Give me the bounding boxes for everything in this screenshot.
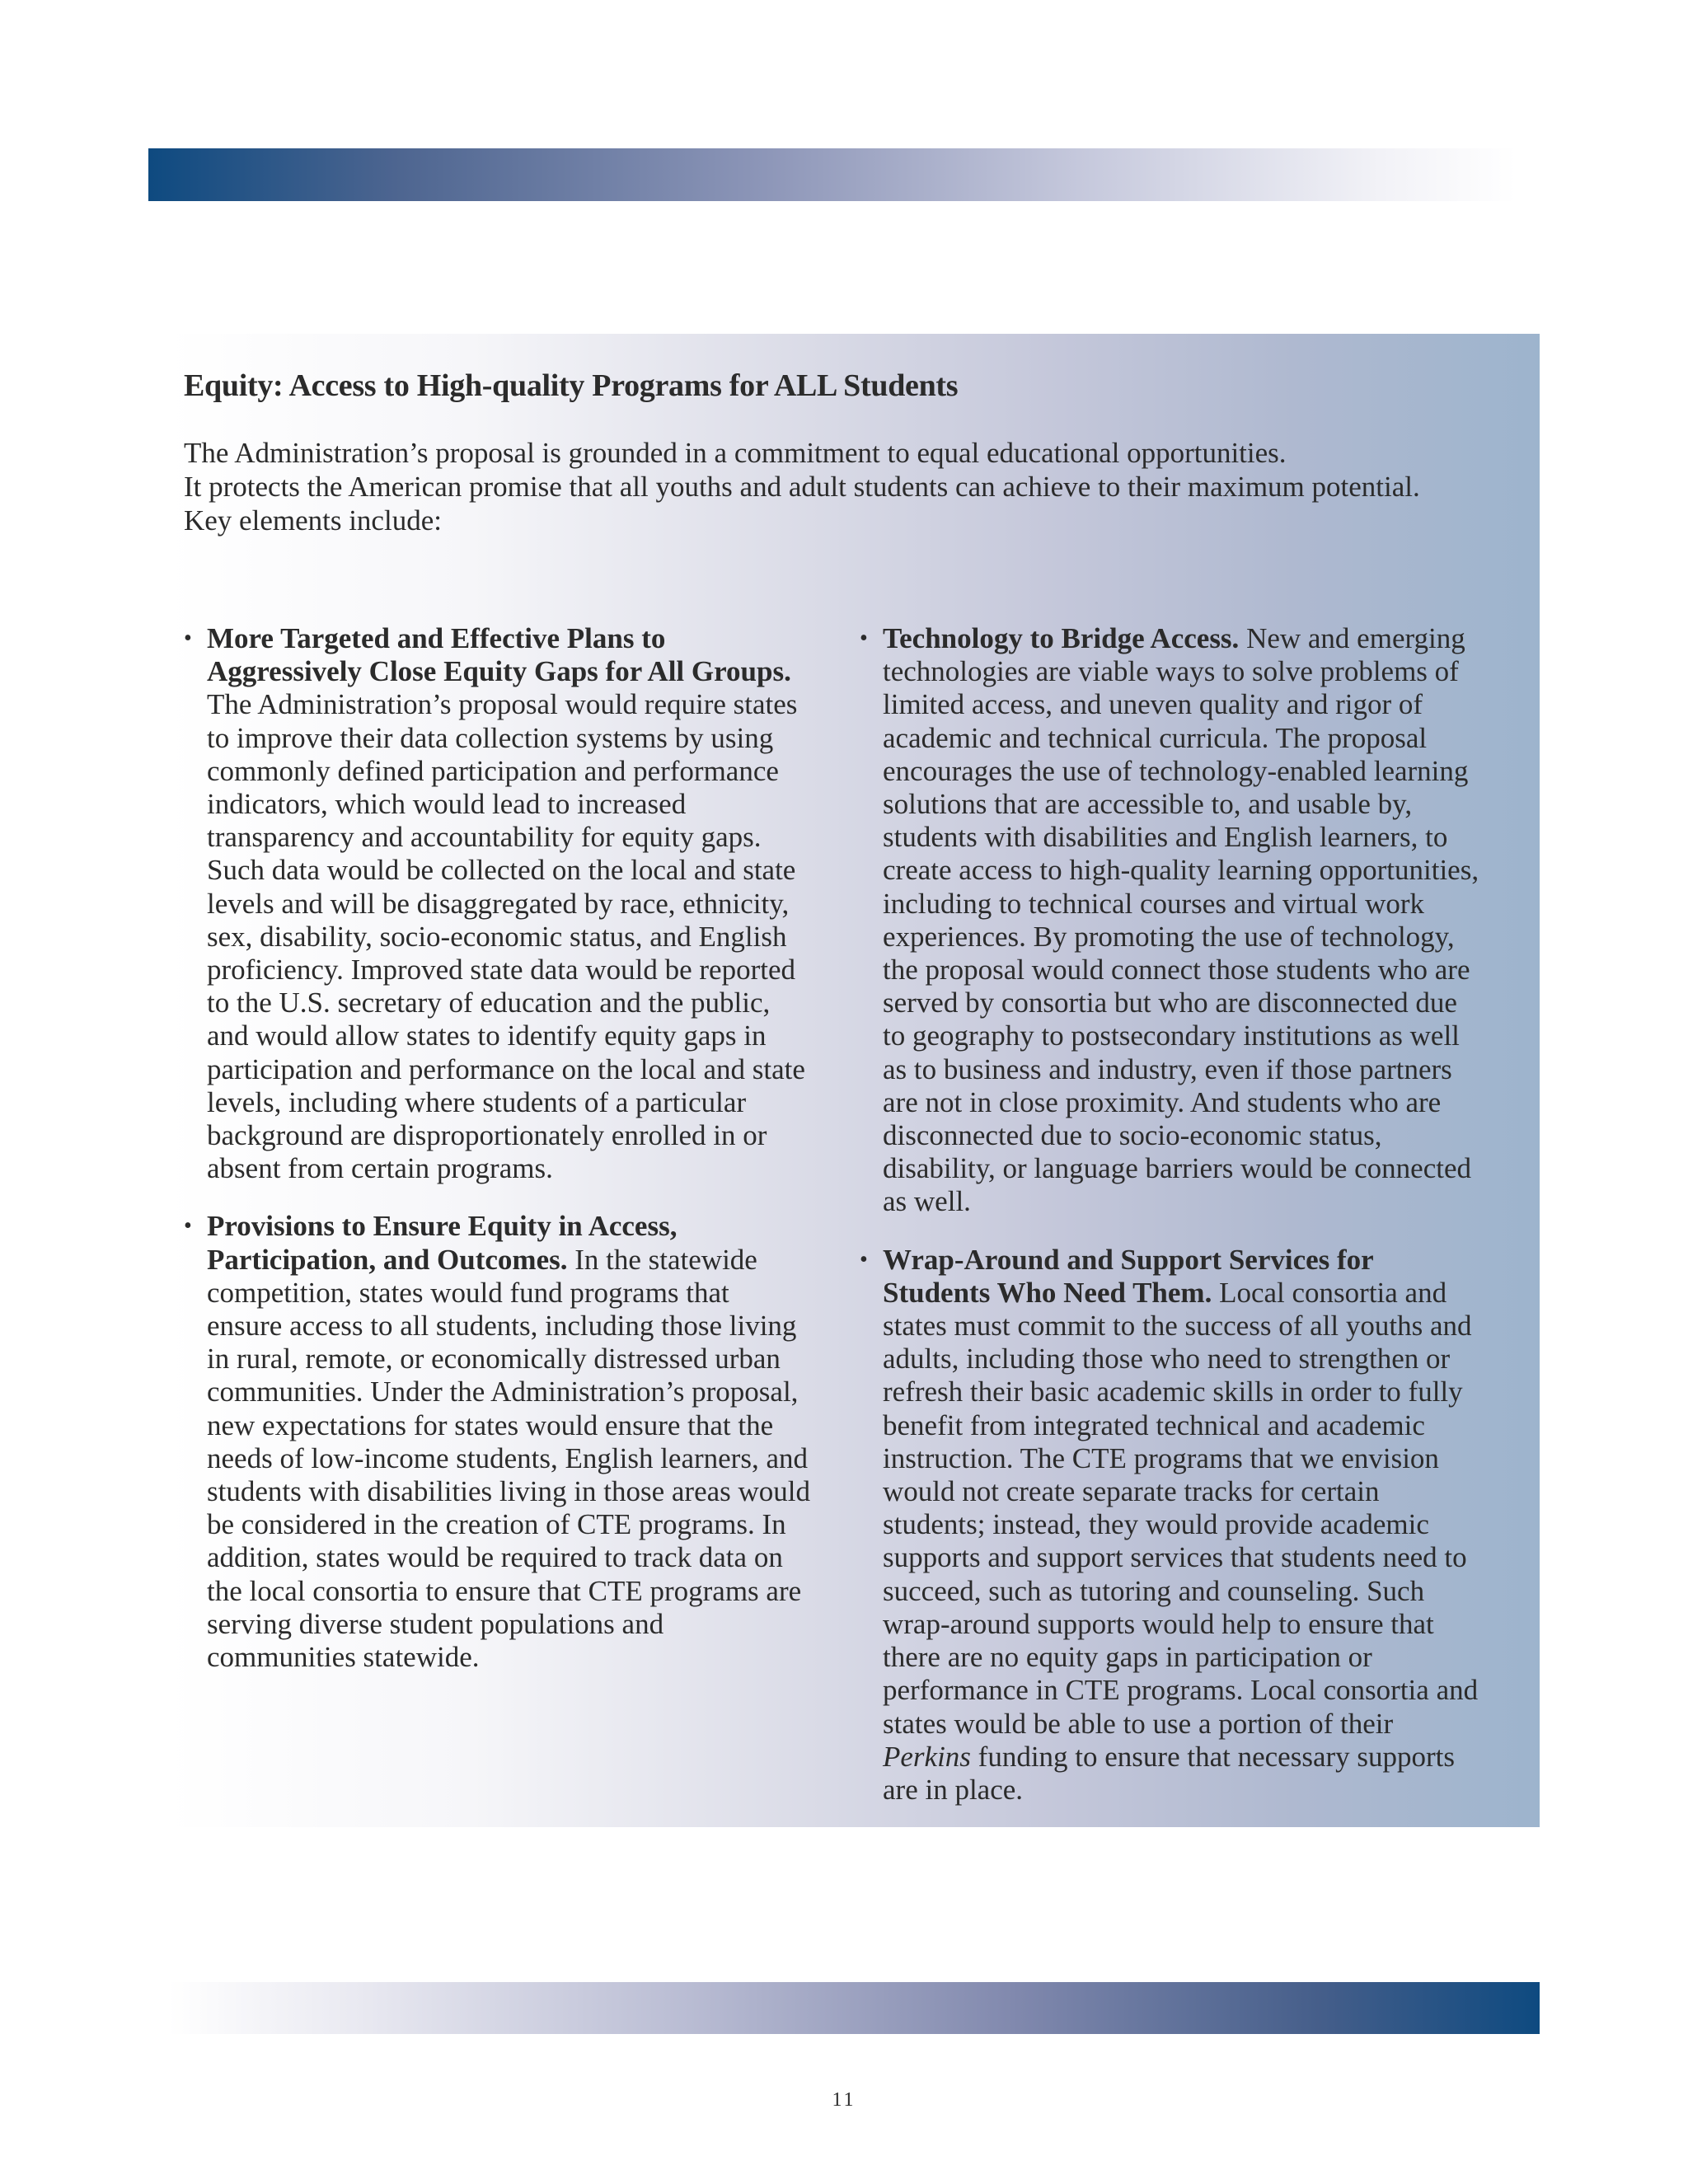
intro-paragraph	[184, 436, 1519, 537]
list-item	[184, 622, 810, 1185]
bullet-marker: •	[184, 1213, 192, 1240]
item-body: In the statewide competition, states would fund programs that ensure access to all students, including those living in rural, remote, or economically distressed urban communities. Under the Administration’s proposal, new expectations for states would ensure that the needs of low-income students, English learners, and students with disabilities living in those areas would be considered in the creation of CTE programs. In addition, states would be required to track data on the local consortia to ensure that CTE programs are serving diverse student populations and communities statewide.	[207, 1243, 811, 1674]
item-body: Local consortia and states must commit to the success of all youths and adults, including those who need to strengthen or refresh their basic academic skills in order to fully benefit from integrated technical and academic instruction. The CTE programs that we envision would not create separate tracks for certain students; instead, they would provide academic supports and support services that students need to succeed, such as tutoring and counseling. Such wrap-around supports would help to ensure that there are no equity gaps in participation or performance in CTE programs. Local consortia and states would be able to use a portion of their	[883, 1276, 1479, 1740]
section-title: Equity: Access to High-quality Programs for ALL Students	[184, 368, 959, 403]
intro-line: Key elements include:	[184, 504, 442, 537]
list-item	[860, 1244, 1486, 1807]
item-italic-term: Perkins	[883, 1740, 978, 1773]
list-item	[184, 1210, 810, 1674]
panel-content	[184, 367, 1519, 1806]
item-heading: Technology to Bridge Access.	[883, 622, 1247, 654]
equity-panel	[169, 334, 1540, 1827]
item-body: The Administration’s proposal would require states to improve their data collection systems by using commonly defined participation and performance indicators, which would lead to increased transparency and accountability for equity gaps. Such data would be collected on the local and state levels and will be disaggregated by race, ethnicity, sex, disability, socio-economic status, and English proficiency. Improved state data would be reported to the U.S. secretary of education and the public, and would allow states to identify equity gaps in participation and performance on the local and state levels, including where students of a particular background are disproportionately enrolled in or absent from certain programs.	[207, 688, 805, 1185]
item-body-tail: funding to ensure that necessary supports are in place.	[883, 1740, 1456, 1806]
list-item	[860, 622, 1486, 1219]
item-body: New and emerging technologies are viable ways to solve problems of limited access, and uneven quality and rigor of academic and technical curricula. The proposal encourages the use of technology-enabled learning solutions that are accessible to, and usable by, students with disabilities and English learners, to create access to high-quality learning opportunities, including to technical courses and virtual work experiences. By promoting the use of technology, the proposal would connect those students who are served by consortia but who are disconnected due to geography to postsecondary institutions as well as to business and industry, even if those partners are not in close proximity. And students who are disconnected due to socio-economic status, disability, or language barriers would be connected as well.	[883, 622, 1479, 1218]
item-heading: Wrap-Around and Support Services for Students Who Need Them.	[883, 1243, 1374, 1309]
item-heading: Provisions to Ensure Equity in Access, Participation, and Outcomes.	[207, 1210, 678, 1276]
bullet-marker: •	[184, 626, 192, 651]
right-column	[860, 622, 1486, 1831]
bullet-marker: •	[860, 626, 868, 651]
bullet-marker: •	[860, 1246, 868, 1272]
bottom-gradient-bar	[169, 1982, 1540, 2034]
top-gradient-bar	[148, 148, 1517, 201]
page-number: 11	[832, 2089, 856, 2111]
left-column	[184, 622, 810, 1699]
item-heading: More Targeted and Effective Plans to Aggressively Close Equity Gaps for All Groups.	[207, 622, 791, 688]
intro-line: The Administration’s proposal is grounded in a commitment to equal educational opportunities.	[184, 437, 1287, 469]
intro-line: It protects the American promise that all youths and adult students can achieve to their maximum potential.	[184, 471, 1420, 503]
